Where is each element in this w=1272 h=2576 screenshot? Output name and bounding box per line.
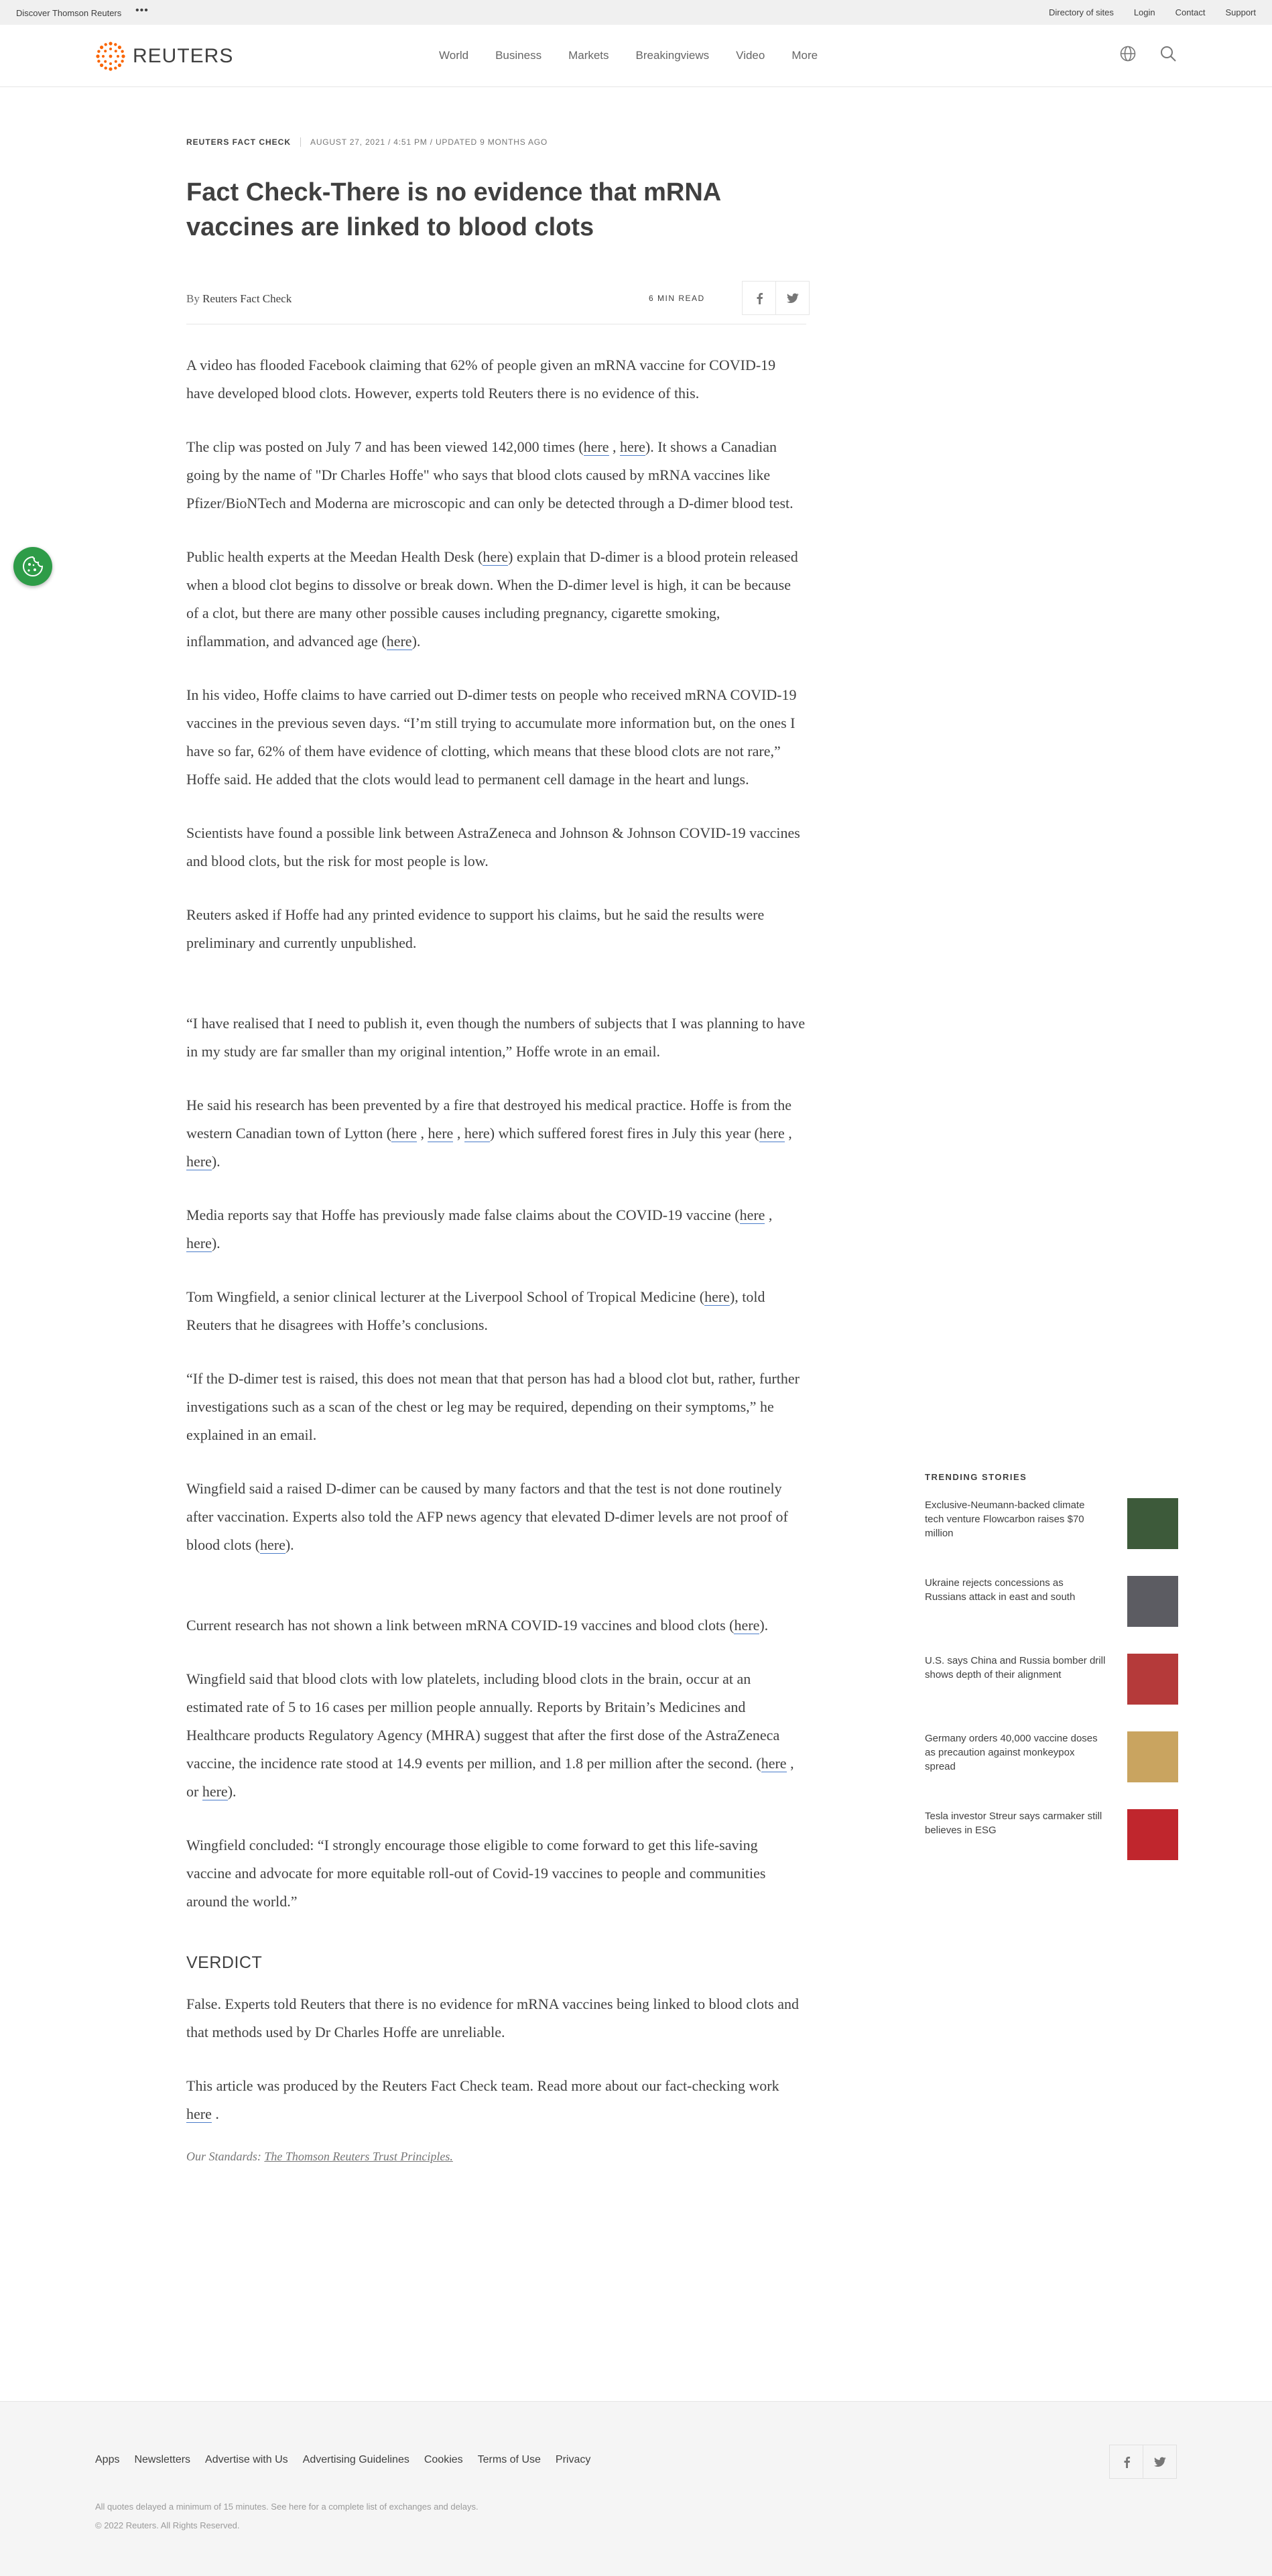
globe-icon[interactable] [1119,45,1137,62]
nav-breakingviews[interactable]: Breakingviews [635,49,710,62]
footer-link-newsletters[interactable]: Newsletters [134,2454,191,2465]
cookie-icon [21,555,44,578]
inline-link[interactable]: here [260,1536,285,1553]
article-date: AUGUST 27, 2021 / 4:51 PM / UPDATED 9 MONTHS AGO [310,137,548,147]
inline-link[interactable]: here [186,1235,212,1251]
reuters-wordmark: REUTERS [133,45,234,67]
inline-link[interactable]: here [202,1783,228,1800]
facebook-icon [1122,2456,1131,2468]
paragraph: Media reports say that Hoffe has previously made false claims about the COVID-19 vaccine (here , here). [186,1207,773,1251]
nav-more[interactable]: More [791,49,818,62]
trending-thumbnail[interactable] [1127,1576,1178,1627]
utility-links [1049,7,1256,17]
footer-fine-print [95,2498,479,2535]
verdict-paragraph: False. Experts told Reuters that there is no evidence for mRNA vaccines being linked to blood clots and that methods used by Dr Charles Hoffe are unreliable. [186,1996,800,2040]
trending-title[interactable]: Germany orders 40,000 vaccine doses as precaution against monkeypox spread [925,1733,1098,1772]
twitter-icon [1154,2457,1166,2467]
inline-link[interactable]: here [391,1125,417,1142]
byline-prefix: By [186,292,203,305]
trending-stories [925,1472,1180,1887]
share-facebook-button[interactable] [742,281,776,315]
nav-video[interactable]: Video [736,49,765,62]
byline-row [186,284,806,324]
nav-world[interactable]: World [439,49,469,62]
footer-link-terms[interactable]: Terms of Use [477,2454,541,2465]
more-dots-icon[interactable]: ••• [135,5,149,16]
paragraph: Public health experts at the Meedan Health Desk (here) explain that D-dimer is a blood protein released when a blood clot begins to dissolve or break down. When the D-dimer level is high, it can be because of a clot, but there are many other possible causes including pregnancy, cigarette smoking, inflammation, and advanced age (here). [186,548,798,650]
paragraph: Reuters asked if Hoffe had any printed evidence to support his claims, but he said the results were preliminary and currently unpublished. [186,906,765,951]
footer-social [1110,2445,1177,2479]
footer-link-advertise[interactable]: Advertise with Us [205,2454,288,2465]
inline-link[interactable]: here [759,1125,785,1142]
trending-item[interactable] [925,1576,1180,1654]
nav-business[interactable]: Business [495,49,542,62]
footer-facebook-button[interactable] [1109,2445,1143,2479]
discover-thomson-reuters-link[interactable]: Discover Thomson Reuters [16,8,122,18]
inline-link[interactable]: here [583,438,609,455]
nav-markets[interactable]: Markets [568,49,609,62]
search-icon[interactable] [1159,45,1177,62]
inline-link[interactable]: here [386,633,412,650]
footer-link-apps[interactable]: Apps [95,2454,120,2465]
author-link[interactable]: Reuters Fact Check [202,292,292,305]
read-time: 6 MIN READ [649,294,705,303]
main-nav [439,49,844,62]
reuters-logo-icon [95,41,126,72]
trending-thumbnail[interactable] [1127,1731,1178,1782]
paragraph: Wingfield concluded: “I strongly encourage those eligible to come forward to get this life-saving vaccine and advocate for more equitable roll-out of Covid-19 vaccines to people and communities around the world.” [186,1837,766,1910]
share-twitter-button[interactable] [775,281,810,315]
paragraph: He said his research has been prevented by a fire that destroyed his medical practice. Hoffe is from the western Canadian town of Lytton (here , here , here) which suffered forest fires in July this year (here , here). [186,1097,792,1170]
paragraph: Tom Wingfield, a senior clinical lecturer at the Liverpool School of Tropical Medicine (here), told Reuters that he disagrees with Hoffe’s conclusions. [186,1288,765,1333]
trending-item[interactable] [925,1654,1180,1731]
footer-link-privacy[interactable]: Privacy [555,2454,591,2465]
footer-links [95,2454,590,2466]
paragraph: Scientists have found a possible link between AstraZeneca and Johnson & Johnson COVID-19 vaccines and blood clots, but the risk for most people is low. [186,824,800,869]
share-buttons [743,281,810,315]
trending-thumbnail[interactable] [1127,1809,1178,1860]
paragraph: The clip was posted on July 7 and has been viewed 142,000 times (here , here). It shows a Canadian going by the name of "Dr Charles Hoffe" who says that blood clots caused by mRNA vaccines like Pfizer/BioNTech and Moderna are microscopic and can only be detected through a D-dimer blood test. [186,438,793,511]
twitter-icon [787,293,799,304]
inline-link[interactable]: here [464,1125,490,1142]
site-header [0,25,1272,87]
contact-link[interactable]: Contact [1175,7,1206,17]
footer-link-cookies[interactable]: Cookies [424,2454,463,2465]
trending-title[interactable]: Exclusive-Neumann-backed climate tech venture Flowcarbon raises $70 million [925,1499,1085,1539]
quotes-disclaimer: All quotes delayed a minimum of 15 minutes. See here for a complete list of exchanges and delays. [95,2502,479,2512]
header-icons [1119,45,1177,62]
trending-title[interactable]: Tesla investor Streur says carmaker still believes in ESG [925,1811,1102,1836]
paragraph: A video has flooded Facebook claiming that 62% of people given an mRNA vaccine for COVID-19 have developed blood clots. However, experts told Reuters there is no evidence of this. [186,357,776,402]
inline-link[interactable]: here [704,1288,730,1305]
inline-link[interactable]: here [428,1125,454,1142]
inline-link[interactable]: here [761,1755,787,1772]
trending-item[interactable] [925,1731,1180,1809]
inline-link[interactable]: here [483,548,509,565]
trust-principles-link[interactable]: The Thomson Reuters Trust Principles. [264,2150,453,2163]
kicker-divider [300,137,301,147]
verdict-heading: VERDICT [186,1953,263,1972]
paragraph: “If the D-dimer test is raised, this does not mean that that person has had a blood clot but, rather, further investigations such as a scan of the chest or leg may be required, depending on their symptoms,” he explained in an email. [186,1370,800,1443]
trending-item[interactable] [925,1809,1180,1887]
paragraph: Wingfield said a raised D-dimer can be caused by many factors and that the test is not done routinely after vaccination. Experts also told the AFP news agency that elevated D-dimer levels are not proof of blood clots (here). [186,1480,788,1553]
utility-bar [0,0,1272,25]
inline-link[interactable]: here [186,2105,212,2122]
cookie-settings-button[interactable] [13,547,52,586]
trending-title[interactable]: Ukraine rejects concessions as Russians attack in east and south [925,1577,1076,1603]
trending-thumbnail[interactable] [1127,1498,1178,1549]
paragraph: In his video, Hoffe claims to have carried out D-dimer tests on people who received mRNA COVID-19 vaccines in the previous seven days. “I’m still trying to accumulate more information but, on the ones I have so far, 62% of them have evidence of clotting, which means that these blood clots are not rare,” Hoffe said. He added that the clots would lead to permanent cell damage in the heart and lungs. [186,686,797,788]
inline-link[interactable]: here [739,1207,765,1223]
copyright: © 2022 Reuters. All Rights Reserved. [95,2520,240,2530]
site-footer [0,2401,1272,2576]
trending-heading: TRENDING STORIES [925,1472,1027,1482]
article-body [186,351,806,2164]
inline-link[interactable]: here [620,438,645,455]
inline-link[interactable]: here [734,1617,760,1634]
standards-prefix: Our Standards: [186,2150,265,2163]
our-standards [186,2150,806,2164]
byline [186,292,292,306]
paragraph: Current research has not shown a link between mRNA COVID-19 vaccines and blood clots (here). [186,1617,769,1634]
article-kicker [186,137,806,147]
support-link[interactable]: Support [1225,7,1256,17]
footer-twitter-button[interactable] [1143,2445,1177,2479]
trending-title[interactable]: U.S. says China and Russia bomber drill shows depth of their alignment [925,1655,1106,1680]
paragraph: Wingfield said that blood clots with low platelets, including blood clots in the brain, occur at an estimated rate of 5 to 16 cases per million people annually. Reports by Britain’s Medicines and Healthcare products Regulatory Agency (MHRA) suggest that after the first dose of the AstraZeneca vaccine, the incidence rate stood at 14.9 events per million, and 1.8 per million after the second. (here , or here). [186,1670,794,1800]
trending-thumbnail[interactable] [1127,1654,1178,1705]
verdict-paragraph: This article was produced by the Reuters Fact Check team. Read more about our fact-checking work here . [186,2077,779,2122]
inline-link[interactable]: here [186,1153,212,1170]
article-title: Fact Check-There is no evidence that mRNA vaccines are linked to blood clots [186,178,720,241]
article [186,137,806,2164]
trending-item[interactable] [925,1498,1180,1576]
directory-of-sites-link[interactable]: Directory of sites [1049,7,1114,17]
paragraph: “I have realised that I need to publish it, even though the numbers of subjects that I was planning to have in my study are far smaller than my original intention,” Hoffe wrote in an email. [186,1015,806,1060]
facebook-icon [755,292,764,304]
footer-link-ad-guidelines[interactable]: Advertising Guidelines [302,2454,409,2465]
reuters-logo[interactable] [95,41,233,72]
section-label[interactable]: REUTERS FACT CHECK [186,137,292,147]
login-link[interactable]: Login [1133,7,1155,17]
